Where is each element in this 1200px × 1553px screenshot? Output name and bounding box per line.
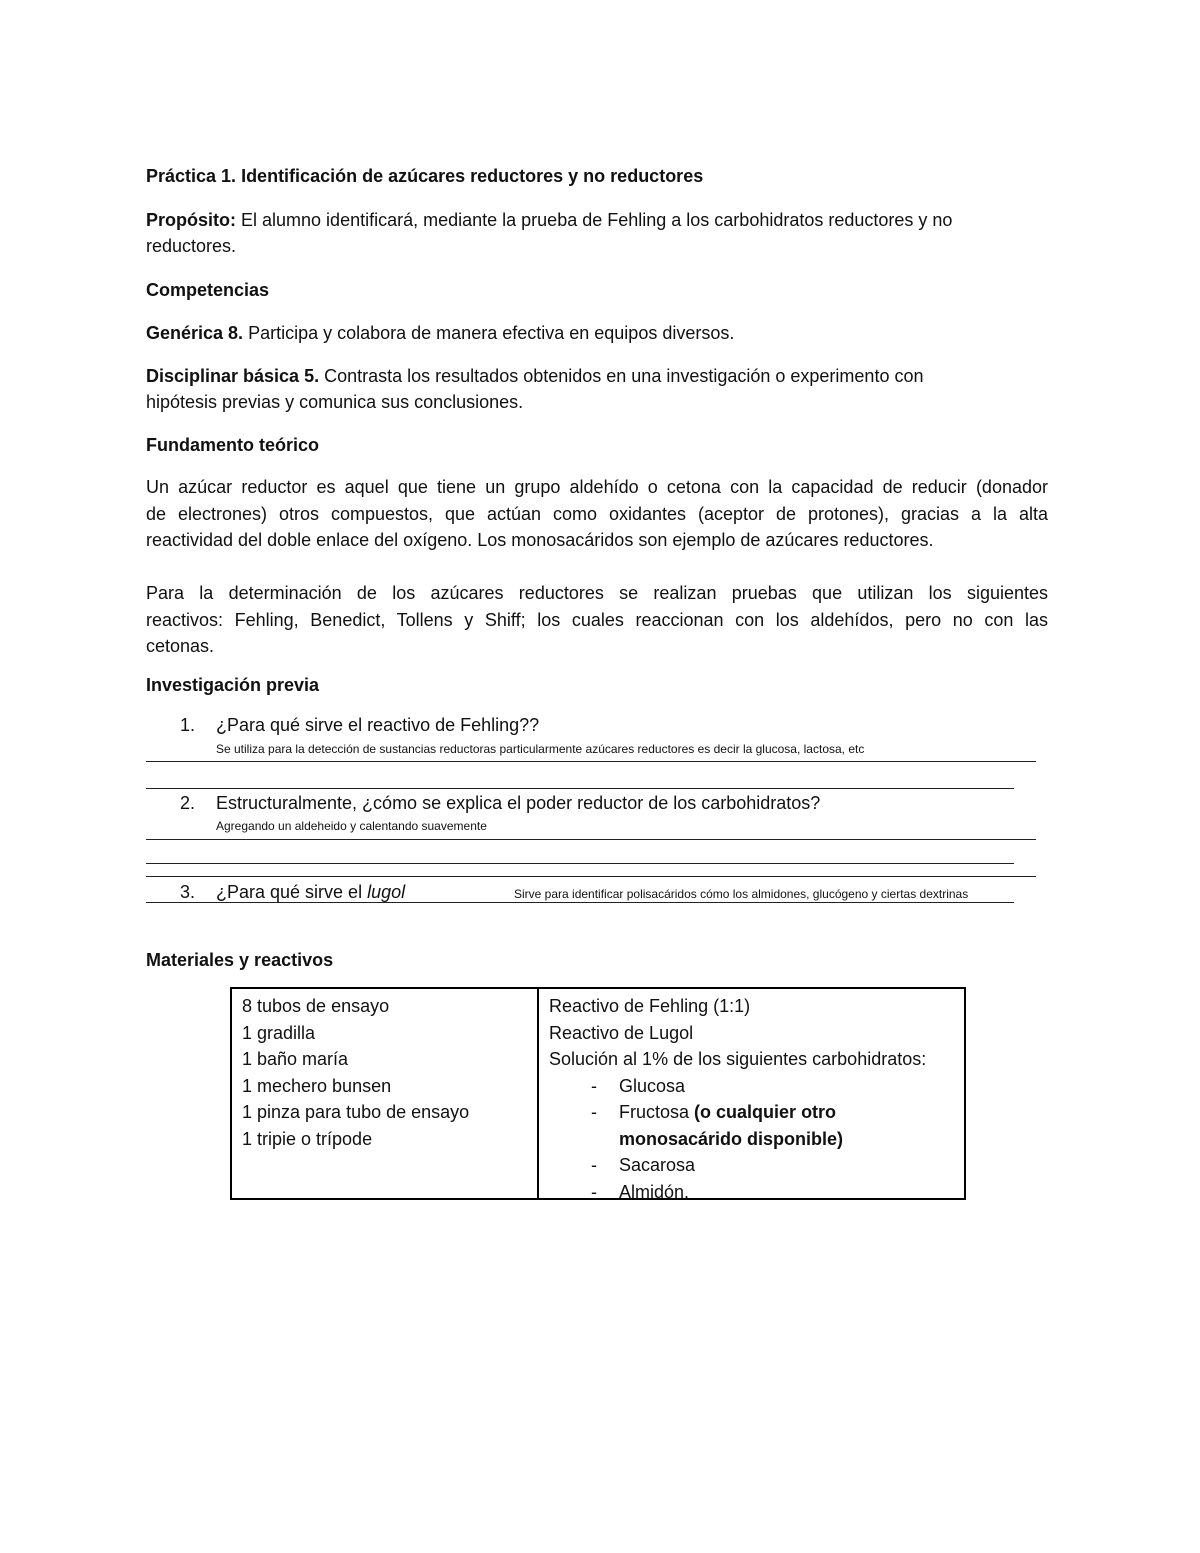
list-item: 1 gradilla (242, 1022, 316, 1043)
carbohydrate-item (549, 1073, 959, 1100)
answer-text: Sirve para identificar polisacáridos cómo los almidones, glucógeno y ciertas dextrinas (514, 887, 969, 901)
answer-line (146, 761, 1036, 762)
carbohydrate-item (549, 1152, 959, 1179)
materials-table (230, 987, 966, 1200)
purpose-line-1 (146, 207, 952, 233)
answer-line (146, 863, 1014, 864)
question-number: 1. (180, 715, 196, 735)
purpose-text: El alumno identificará, mediante la prueba de Fehling a los carbohidratos reductores y no (241, 210, 953, 230)
answer-line (146, 876, 1036, 877)
dash-bullet: - (591, 1181, 597, 1202)
document-title: Práctica 1. Identificación de azúcares reductores y no reductores (146, 166, 704, 186)
investigacion-heading: Investigación previa (146, 675, 320, 695)
question-text: Estructuralmente, ¿cómo se explica el poder reductor de los carbohidratos? (216, 793, 821, 813)
dash-bullet: - (591, 1075, 597, 1096)
answer-text: Se utiliza para la detección de sustancias reductoras particularmente azúcares reductores es decir la glucosa, lactosa, etc (216, 742, 865, 756)
table-divider (537, 989, 539, 1198)
carbohydrate-item (549, 1179, 959, 1206)
disciplinar-line-2: hipótesis previas y comunica sus conclusiones. (146, 392, 524, 412)
paragraph-line: de electrones) otros compuestos, que actúan como oxidantes (aceptor de protones), gracias a la alta (146, 503, 1048, 524)
question-text: ¿Para qué sirve el reactivo de Fehling?? (216, 715, 540, 735)
answer-line (146, 788, 1014, 789)
list-item: 8 tubos de ensayo (242, 996, 390, 1016)
answer-line (146, 839, 1036, 840)
carbohydrate-name: Almidón. (619, 1181, 690, 1202)
reagents-column (549, 993, 959, 1205)
materials-column (242, 993, 469, 1152)
paragraph-line: Para la determinación de los azúcares reductores se realizan pruebas que utilizan los siguientes (146, 583, 1048, 603)
carbohydrate-name: Fructosa (619, 1102, 690, 1122)
disciplinar-label: Disciplinar básica 5. (146, 366, 320, 386)
fundamento-paragraph-1 (146, 474, 1048, 554)
question-text-prefix: ¿Para qué sirve el (216, 882, 363, 902)
purpose-label: Propósito: (146, 210, 236, 230)
carbohydrate-name: Glucosa (619, 1075, 686, 1096)
question-number: 2. (180, 793, 196, 813)
carbohydrate-item (549, 1099, 959, 1152)
list-item: 1 mechero bunsen (242, 1075, 392, 1096)
answer-text: Agregando un aldeheido y calentando suavemente (216, 819, 487, 833)
dash-bullet: - (591, 1102, 597, 1122)
list-item: Reactivo de Lugol (549, 1022, 694, 1043)
paragraph-line: cetonas. (146, 636, 215, 656)
list-item: 1 tripie o trípode (242, 1128, 373, 1149)
list-item: 1 baño maría (242, 1049, 349, 1069)
generic-competence (146, 320, 734, 346)
list-item: 1 pinza para tubo de ensayo (242, 1102, 470, 1122)
paragraph-line: reactividad del doble enlace del oxígeno. Los monosacáridos son ejemplo de azúcares reductores. (146, 530, 934, 550)
dash-bullet: - (591, 1155, 597, 1175)
list-item: Reactivo de Fehling (1:1) (549, 996, 751, 1016)
purpose-line-2: reductores. (146, 236, 237, 256)
question-text (216, 880, 405, 904)
list-item: Solución al 1% de los siguientes carbohidratos: (549, 1049, 927, 1069)
disciplinar-text: Contrasta los resultados obtenidos en una investigación o experimento con (324, 366, 924, 386)
fundamento-heading: Fundamento teórico (146, 435, 320, 455)
generic-text: Participa y colabora de manera efectiva en equipos diversos. (248, 323, 735, 343)
paragraph-line: Un azúcar reductor es aquel que tiene un grupo aldehído o cetona con la capacidad de reducir (donador (146, 477, 1048, 497)
generic-label: Genérica 8. (146, 323, 244, 343)
question-text-italic: lugol (367, 882, 406, 902)
fundamento-paragraph-2 (146, 580, 1048, 660)
answer-line (146, 902, 1014, 903)
disciplinar-line-1 (146, 363, 923, 389)
competencias-heading: Competencias (146, 280, 270, 300)
carbohydrate-name: Sacarosa (619, 1155, 696, 1175)
question-number: 3. (180, 882, 196, 902)
materiales-heading: Materiales y reactivos (146, 950, 334, 970)
paragraph-line: reactivos: Fehling, Benedict, Tollens y Shiff; los cuales reaccionan con los aldehídos, pero no con las (146, 609, 1048, 630)
carbohydrate-note: (o cualquier otro monosacárido disponible) (619, 1102, 844, 1149)
